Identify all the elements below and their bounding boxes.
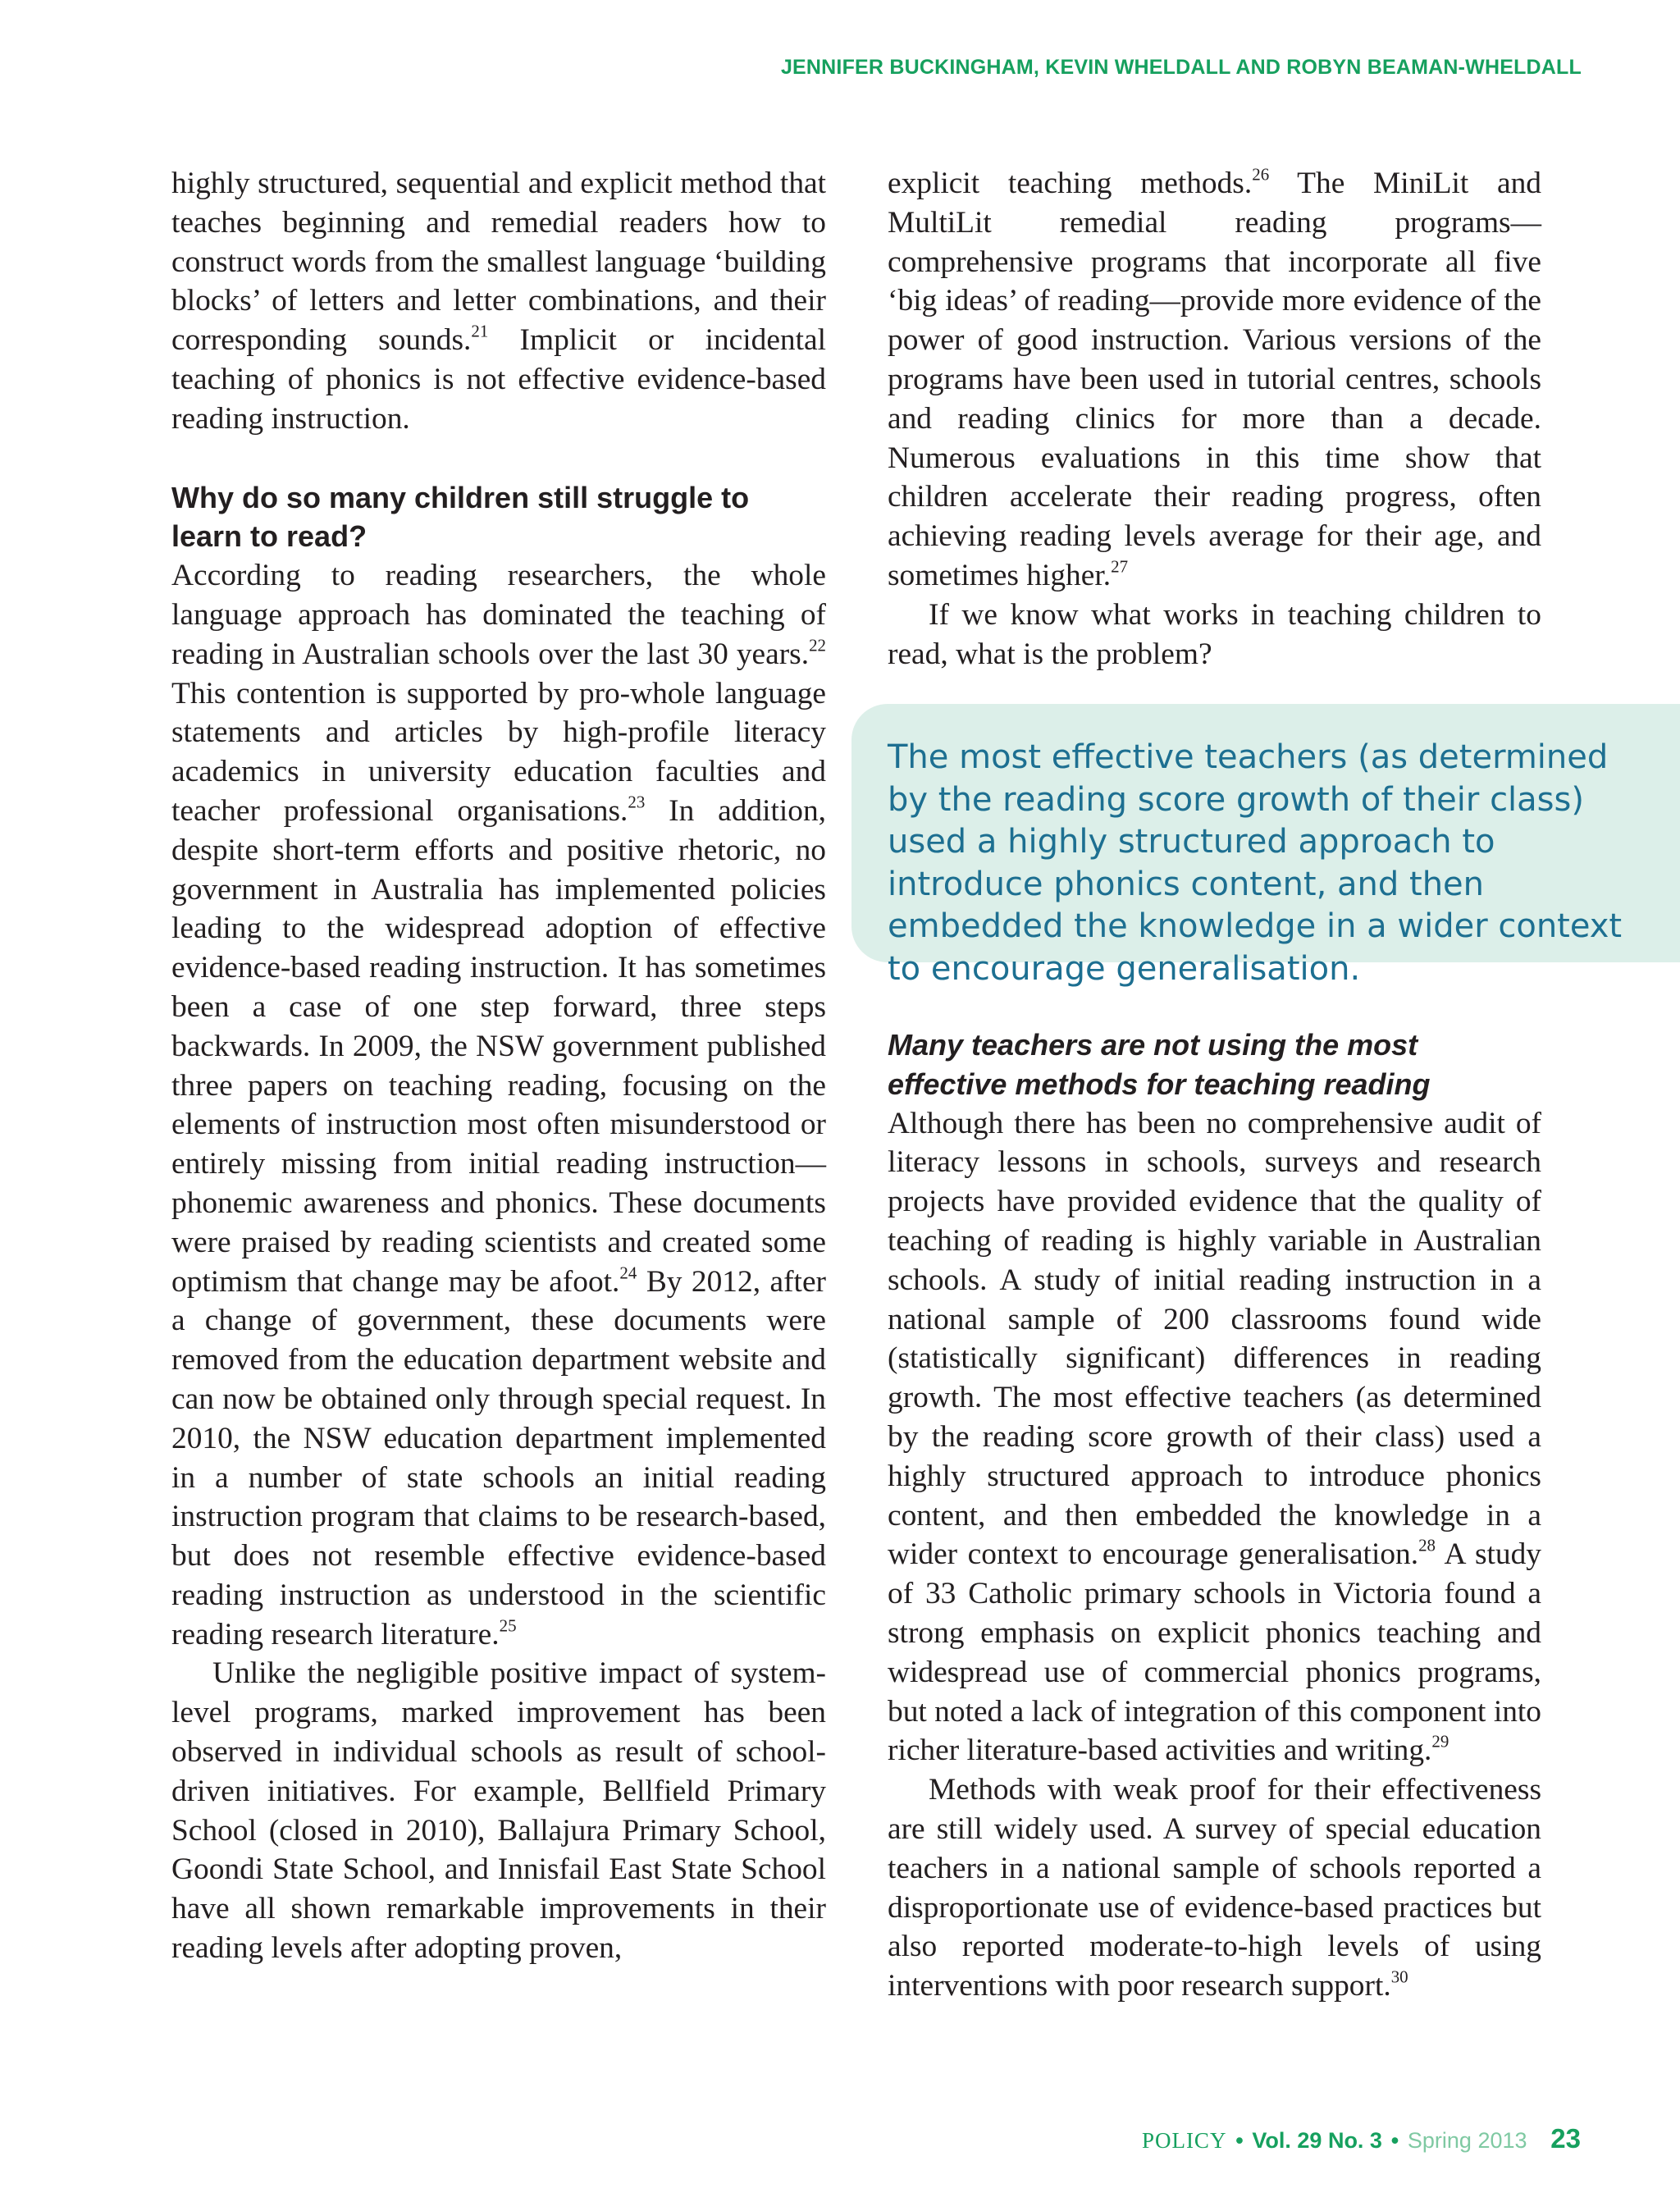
left-column: [171, 164, 826, 1968]
page-number: 23: [1550, 2123, 1581, 2154]
pull-quote-text: The most effective teachers (as determined by the reading score growth of their class) used a highly structured approach to introduce phonics content, and then embedded the knowledge in a wider context to encourage generalisation.: [888, 738, 1623, 988]
paragraph: explicit teaching methods.$^{26}$ The MiniLit and MultiLit remedial reading programs—comprehensive programs that incorporate all five ‘big ideas’ of reading—provide more evidence of the power of good instruction. Various versions of the programs have been used in tutorial centres, schools and reading clinics for more than a decade. Numerous evaluations in this time show that children accelerate their reading progress, often achieving reading levels average for their age, and sometimes higher.$^{27}$: [888, 164, 1541, 592]
footnote-ref[interactable]: 24: [619, 1262, 637, 1282]
running-head-authors: JENNIFER BUCKINGHAM, KEVIN WHELDALL AND ROBYN BEAMAN-WHELDALL: [780, 56, 1582, 79]
footnote-ref[interactable]: 29: [1431, 1731, 1449, 1752]
paragraph: Unlike the negligible positive impact of system-level programs, marked improvement has been observed in individual schools as result of school-driven initiatives. For example, Bellfield Primary School (closed in 2010), Ballajura Primary School, Goondi State School, and Innisfail East State School have all shown remarkable improvements in their reading levels after adopting proven,: [171, 1656, 826, 1966]
issue-season: Spring 2013: [1407, 2128, 1527, 2153]
paragraph: Methods with weak proof for their effectiveness are still widely used. A survey of special education teachers in a national sample of schools reported a disproportionate use of evidence-based practices but also reported moderate-to-high levels of using interventions with poor research support.$^{30}$: [888, 1773, 1541, 2003]
footnote-ref[interactable]: 30: [1390, 1966, 1408, 1987]
right-column-bottom: [888, 1025, 1541, 2006]
footnote-ref[interactable]: 28: [1418, 1535, 1436, 1555]
footnote-ref[interactable]: 22: [809, 635, 826, 655]
separator: •: [1390, 2128, 1399, 2153]
right-column-top: [888, 164, 1541, 674]
publication-name: POLICY: [1141, 2128, 1227, 2153]
section-heading: Why do so many children still struggle to learn to read?: [171, 480, 750, 554]
page-footer: [1142, 2123, 1581, 2154]
separator: •: [1235, 2128, 1244, 2153]
pull-quote: [851, 704, 1680, 988]
footnote-ref[interactable]: 27: [1111, 556, 1129, 577]
footnote-ref[interactable]: 25: [499, 1615, 517, 1635]
subsection-heading: Many teachers are not using the most effective methods for teaching reading: [888, 1028, 1431, 1101]
footnote-ref[interactable]: 23: [628, 792, 646, 812]
paragraph: Although there has been no comprehensive audit of literacy lessons in schools, surveys and research projects have provided evidence that the quality of teaching of reading is highly variable in Australian schools. A study of initial reading instruction in a national sample of 200 classrooms found wide (statistically significant) differences in reading growth. The most effective teachers (as determined by the reading score growth of their class) used a highly structured approach to introduce phonics content, and then embedded the knowledge in a wider context to encourage generalisation.$^{28}$ A study of 33 Catholic primary schools in Victoria found a strong emphasis on explicit phonics teaching and widespread use of commercial phonics programs, but noted a lack of integration of this component into richer literature-based activities and writing.$^{29}$: [888, 1106, 1541, 1768]
paragraph: According to reading researchers, the whole language approach has dominated the teaching of reading in Australian schools over the last 30 years.$^{22}$ This contention is supported by pro-whole language statements and articles by high-profile literacy academics in university education faculties and teacher professional organisations.$^{23}$ In addition, despite short-term efforts and positive rhetoric, no government in Australia has implemented policies leading to the widespread adoption of effective evidence-based reading instruction. It has sometimes been a case of one step forward, three steps backwards. In 2009, the NSW government published three papers on teaching reading, focusing on the elements of instruction most often misunderstood or entirely missing from initial reading instruction—phonemic awareness and phonics. These documents were praised by reading scientists and created some optimism that change may be afoot.$^{24}$ By 2012, after a change of government, these documents were removed from the education department website and can now be obtained only through special request. In 2010, the NSW education department implemented in a number of state schools an initial reading instruction program that claims to be research-based, but does not resemble effective evidence-based reading instruction as understood in the scientific reading research literature.$^{25}$: [171, 559, 826, 1651]
paragraph: highly structured, sequential and explicit method that teaches beginning and remedial readers how to construct words from the smallest language ‘building blocks’ of letters and letter combinations, and their corresponding sounds.$^{21}$ Implicit or incidental teaching of phonics is not effective evidence-based reading instruction.: [171, 167, 826, 436]
paragraph: If we know what works in teaching children to read, what is the problem?: [888, 597, 1541, 671]
footnote-ref[interactable]: 26: [1252, 164, 1270, 185]
volume-info: Vol. 29 No. 3: [1252, 2128, 1382, 2153]
footnote-ref[interactable]: 21: [471, 321, 489, 341]
